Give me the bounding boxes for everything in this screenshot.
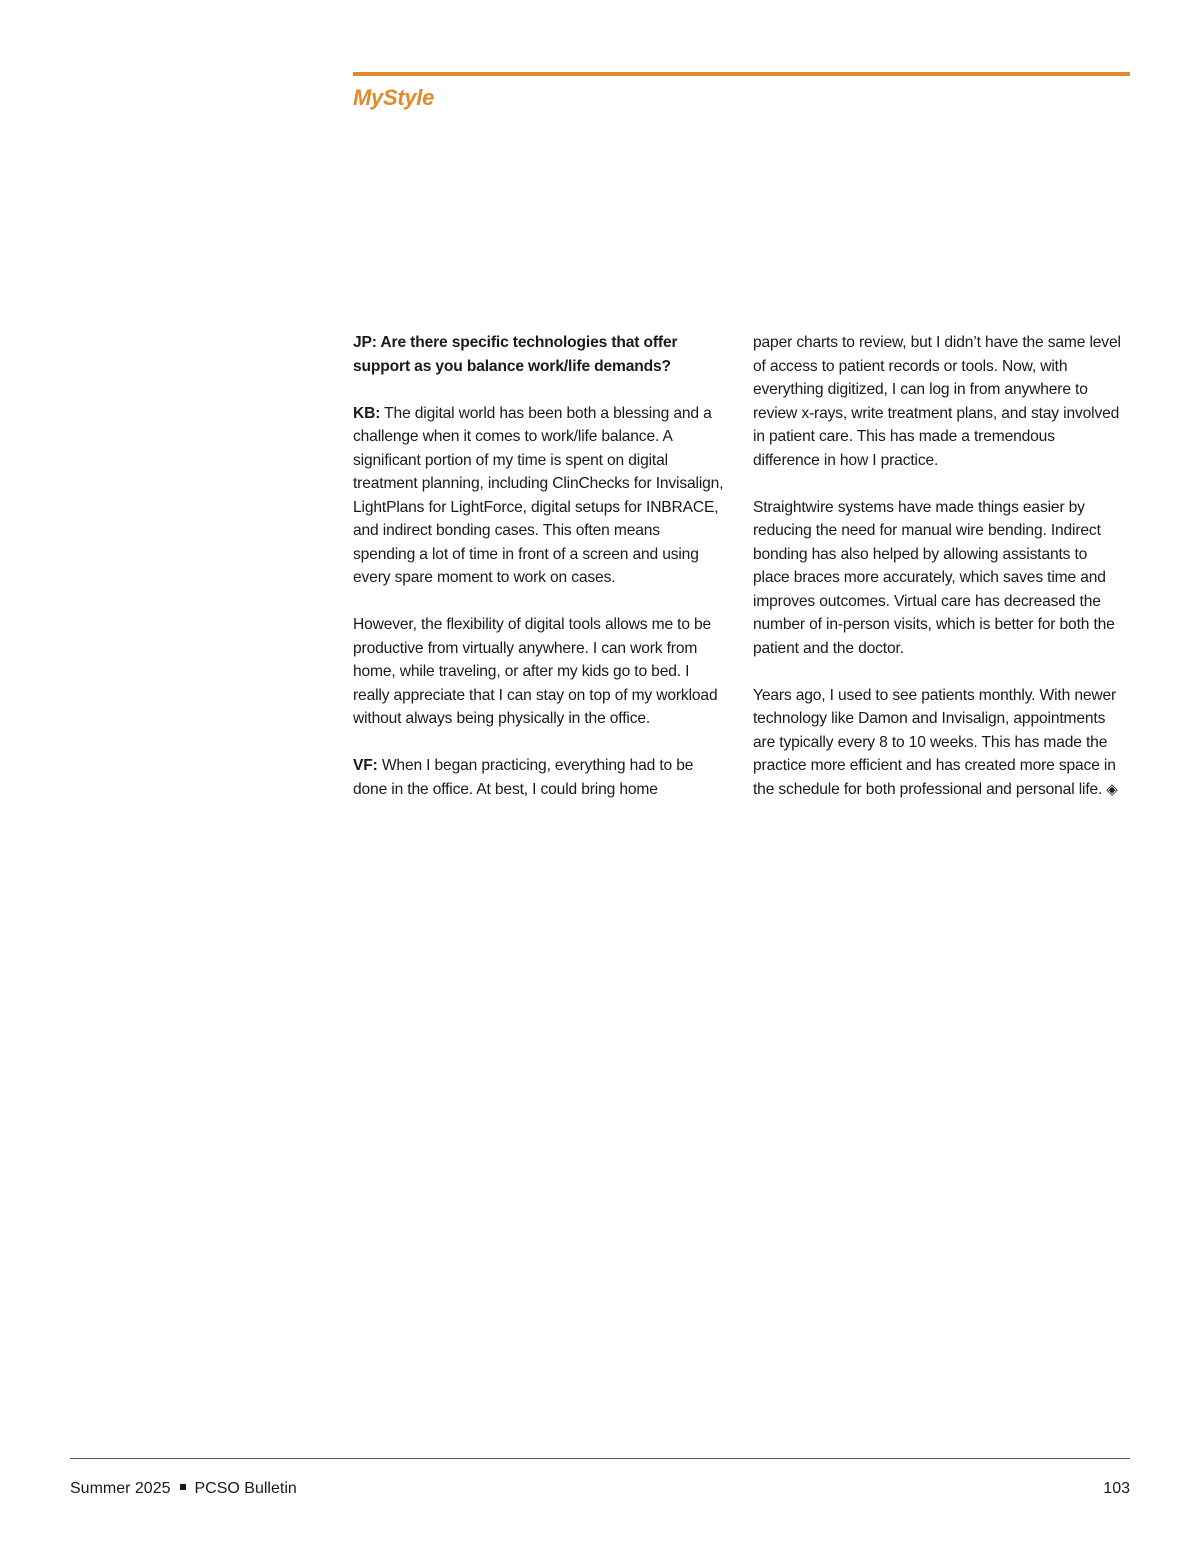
footer-publication: PCSO Bulletin — [194, 1480, 297, 1497]
vf-answer-text-3: Years ago, I used to see patients monthly. With newer technology like Damon and Invisalign, appointments are typically every 8 to 10 weeks. This has made the practice more efficient and has created more space in the schedule for both professional and personal life. — [753, 686, 1117, 798]
footer-rule — [70, 1458, 1130, 1459]
kb-answer-text: The digital world has been both a blessing and a challenge when it comes to work/life balance. A significant portion of my time is spent on digital treatment planning, including ClinChecks for Invisalign, LightPlans for LightForce, digital setups for INBRACE, and indirect bonding cases. This often means spending a lot of time in front of a screen and using every spare moment to work on cases. — [353, 404, 724, 586]
page-number: 103 — [1103, 1480, 1130, 1497]
vf-answer-paragraph-3 — [753, 684, 1125, 802]
section-title: MyStyle — [353, 85, 435, 110]
footer-issue: Summer 2025 — [70, 1480, 171, 1497]
section-header-rule — [353, 72, 1130, 76]
vf-answer-paragraph — [353, 754, 725, 801]
speaker-vf: VF: — [353, 757, 378, 774]
end-of-article-icon: ◈ — [1106, 780, 1118, 798]
kb-answer-paragraph-2: However, the flexibility of digital tools allows me to be productive from virtually anywhere. I can work from home, while traveling, or after my kids go to bed. I really appreciate that I can stay on top of my workload without always being physically in the office. — [353, 616, 718, 727]
footer-publication-info — [70, 1480, 297, 1498]
speaker-kb: KB: — [353, 404, 381, 422]
interview-question: JP: Are there specific technologies that offer support as you balance work/life demands? — [353, 334, 678, 375]
kb-answer-paragraph — [353, 402, 725, 590]
vf-answer-paragraph-2: Straightwire systems have made things easier by reducing the need for manual wire bending. Indirect bonding has also helped by allowing assistants to place braces more accurately, which saves time and improves outcomes. Virtual care has decreased the number of in-person visits, which is better for both the patient and the doctor. — [753, 498, 1115, 657]
vf-answer-continued: paper charts to review, but I didn’t have the same level of access to patient records or tools. Now, with everything digitized, I can log in from anywhere to review x-rays, write treatment plans, and stay involved in patient care. This has made a tremendous difference in how I practice. — [753, 334, 1121, 469]
article-column-right — [753, 331, 1125, 801]
vf-answer-text: When I began practicing, everything had to be done in the office. At best, I could bring home — [353, 757, 694, 798]
square-bullet-icon — [180, 1484, 186, 1490]
article-column-left — [353, 331, 725, 801]
